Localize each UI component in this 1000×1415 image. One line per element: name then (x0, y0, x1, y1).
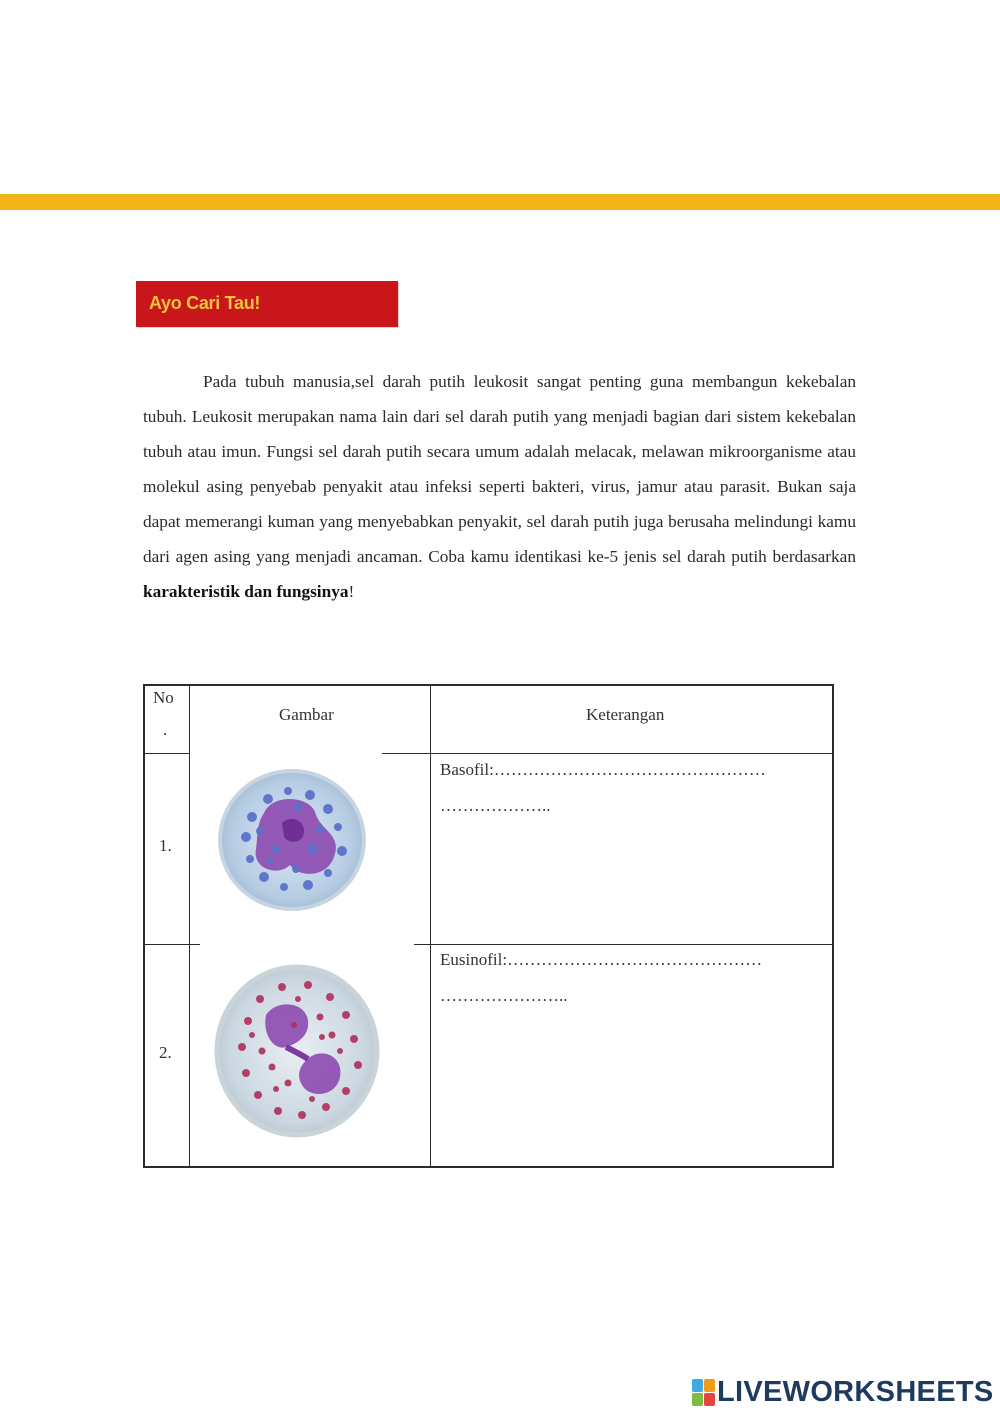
table-row-divider (143, 944, 200, 945)
header-keterangan: Keterangan (586, 705, 665, 724)
header-gambar: Gambar (279, 705, 334, 724)
liveworksheets-logo (692, 1376, 994, 1408)
answer-field-continued[interactable]: ……………….. (440, 796, 551, 815)
row-number: 1. (159, 836, 172, 855)
liveworksheets-logo-icon (692, 1379, 714, 1405)
table-column-divider (430, 684, 431, 1168)
row-number: 2. (159, 1043, 172, 1062)
table-border-bottom (143, 1166, 833, 1168)
intro-text: Pada tubuh manusia,sel darah putih leukosit sangat penting guna membangun kekebalan tubuh. Leukosit merupakan nama lain dari sel darah putih yang menjadi bagian dari sistem kekebalan tubuh atau imun. Fungsi sel darah putih secara umum adalah melacak, melawan mikroorganisme atau molekul asing penyebab penyakit atau infeksi seperti bakteri, virus, jamur atau parasit. Bukan saja dapat memerangi kuman yang menyebabkan penyakit, sel darah putih juga berusaha melindungi kamu dari agen asing yang menjadi ancaman. Coba kamu identikasi ke-5 jenis sel darah putih berdasarkan (143, 372, 856, 566)
table-header-divider (143, 753, 190, 754)
section-banner (136, 281, 398, 327)
intro-text-bold: karakteristik dan fungsinya (143, 582, 349, 601)
logo-text: LIVEWORKSHEETS (717, 1375, 994, 1408)
intro-text-end: ! (348, 582, 355, 601)
basophil-cell-image (212, 765, 372, 915)
answer-field[interactable]: ………………………………………… (493, 760, 766, 779)
eosinophil-description (440, 950, 762, 970)
top-accent-bar (0, 194, 1000, 210)
table-border-top (143, 684, 833, 686)
answer-field-continued[interactable]: ………………….. (440, 986, 568, 1005)
header-no-dot: . (163, 720, 168, 739)
answer-field[interactable]: ……………………………………… (507, 950, 763, 969)
section-banner-title: Ayo Cari Tau! (149, 293, 261, 313)
table-row-divider (414, 944, 833, 945)
table-header-divider (382, 753, 833, 754)
eosinophil-cell-image (212, 955, 382, 1145)
table-column-divider (189, 684, 190, 1168)
table-border-right (832, 684, 834, 1168)
intro-paragraph (143, 364, 856, 609)
table-border-left (143, 684, 145, 1168)
basophil-description (440, 760, 766, 780)
basophil-label: Basofil: (440, 760, 494, 779)
eosinophil-label: Eusinofil: (440, 950, 508, 969)
header-no: No (153, 688, 174, 707)
